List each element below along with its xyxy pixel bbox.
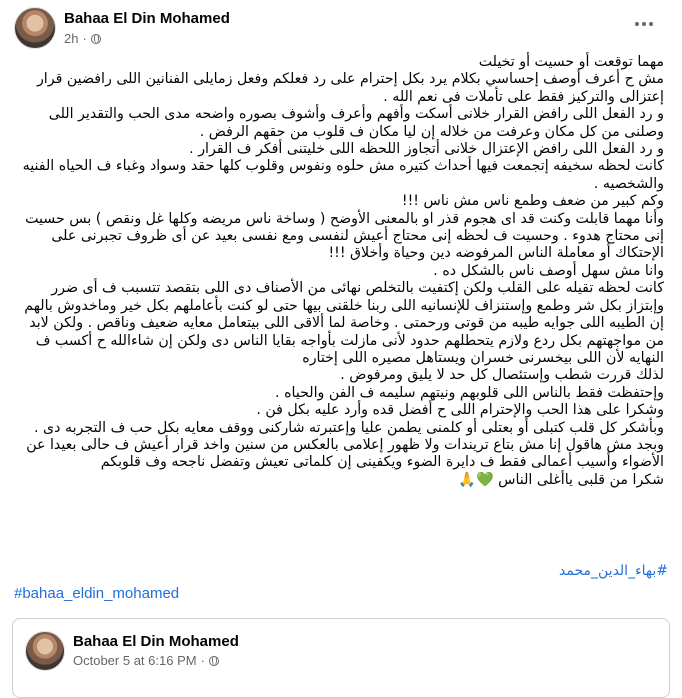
post-line: و رد الفعل اللى رافض القرار خلانى أسكت وأفهم وأعرف وأشوف بصوره واضحه مدى الحب والتقدير اللى وصلنى من كل مكان وعرفت من خلاله إن ليا مكان ف قلوب من حقهم الرفض . [48,106,664,140]
folded-hands-icon: 🙏 [458,471,476,488]
hashtag-english-link[interactable]: #bahaa_eldin_mohamed [14,585,180,602]
post-line: لذلك قررت شطب وإستئصال كل حد لا يليق ومرفوض . [340,367,664,384]
author-avatar[interactable] [14,7,56,49]
post-line: وأنا مهما قابلت وكنت قد اى هجوم قذر او بالمعنى الأوضح ( وساخة ناس مريضه وكلها غل ونقص ) بس حسيت إنى محتاج هدوء . وحسيت ف لحظه إنى محتاج أعيش لنفسى ومع نفسى بعيد عن أى ظروف تجبرنى على الإحتكاك أو معاملة الناس المرفوضه دين وحياة وأخلاق !!! [25,210,664,262]
post-line: كانت لحظه تقيله على القلب ولكن إكتفيت بالتخلص نهائى من الأصناف دى اللى بتقصد تتسبب ف أى ضرر وإبتزاز بكل شر وطمع وإستنزاف للإنسانيه اللى ربنا خلقنى بيها حتى لو كنت بأعاملهم بكل خير وماخدوش بالهم إن الطيبه اللى جوايه طيبه من قوتى ورحمتى . وخاصة لما ألاقى اللى بيتعامل معايه ضعيف وناقص . ولكن لابد من مواجهتهم بكل ردع ولازم يتحطلهم حدود لأنى مازلت بأواجه بقايا الناس دى ولكن إن شاءالله ح أكسب ف النهايه لأن اللى بيخسرنى خسران ويستاهل مصيره اللى إختاره [24,280,664,366]
post-line: مش ح أعرف أوصف إحساسي بكلام يرد بكل إحترام على رد فعلكم وفعل زمايلى الفنانين اللى رافضين قرار إعتزالى والتركيز فقط على تأملات فى نعم الله . [36,71,664,105]
green-heart-icon: 💚 [475,471,494,488]
post-body [12,54,664,489]
shared-post-time[interactable]: October 5 at 6:16 PM [73,653,197,668]
post-line: مهما توقعت أو حسيت أو تخيلت [478,54,664,70]
post-time[interactable]: 2h [64,31,79,46]
hashtag-arabic-link[interactable]: #بهاء_الدين_محمد [559,563,668,579]
author-name[interactable]: Bahaa El Din Mohamed [64,10,230,27]
shared-author-avatar[interactable] [25,631,65,671]
closing-text: شكرا من قلبى ياأغلى الناس [498,471,664,488]
post-line: وإحتفظت فقط بالناس اللى قلوبهم ونيتهم سليمه ف الفن والحياه . [275,384,664,401]
post-line: وانا مش سهل أوصف ناس بالشكل ده . [433,262,664,279]
post-line: كانت لحظه سخيفه إتجمعت فيها أحداث كتيره مش حلوه ونفوس وقلوب كلها حقد وسواد وغباء ف الحياه الفنيه والشخصيه . [22,158,664,192]
more-options-icon[interactable] [626,12,662,36]
post-closing-line [12,472,664,489]
shared-post-card[interactable] [12,618,670,698]
globe-icon[interactable] [91,34,101,44]
post-line: وبأشكر كل قلب كتبلى أو بعتلى أو كلمنى يطمن عليا وإعتبرته شاركنى ووقف معايه بكل حب ف التجربه دى . [34,419,664,436]
post-line: و رد الفعل اللى رافض الإعتزال خلانى أتجاوز اللحظه اللى خليتنى أفكر ف القرار . [189,141,664,158]
post-line: وكم كبير من ضعف وطمع ناس مش ناس !!! [401,193,664,210]
post-line: وشكرا على هذا الحب والإحترام اللى ح أفضل قده وأرد عليه بكل فن . [256,402,664,419]
meta-separator: · [82,31,87,46]
post-line: وبجد مش هاقول إنا مش بتاع تريندات ولا ظهور إعلامى بالعكس من سنين واخد قرار أعيش ف حالى بعيدا عن الأضواء وأسيب أعمالى فقط ف دايرة الضوء ويكفينى إن كلماتى تعيش وتفضل ناجحه وف قلوبكم [26,436,664,471]
shared-meta-separator: · [200,653,205,668]
shared-author-name[interactable]: Bahaa El Din Mohamed [73,633,239,650]
shared-post-meta [73,653,219,668]
shared-globe-icon[interactable] [209,656,219,666]
post-meta [64,31,101,46]
